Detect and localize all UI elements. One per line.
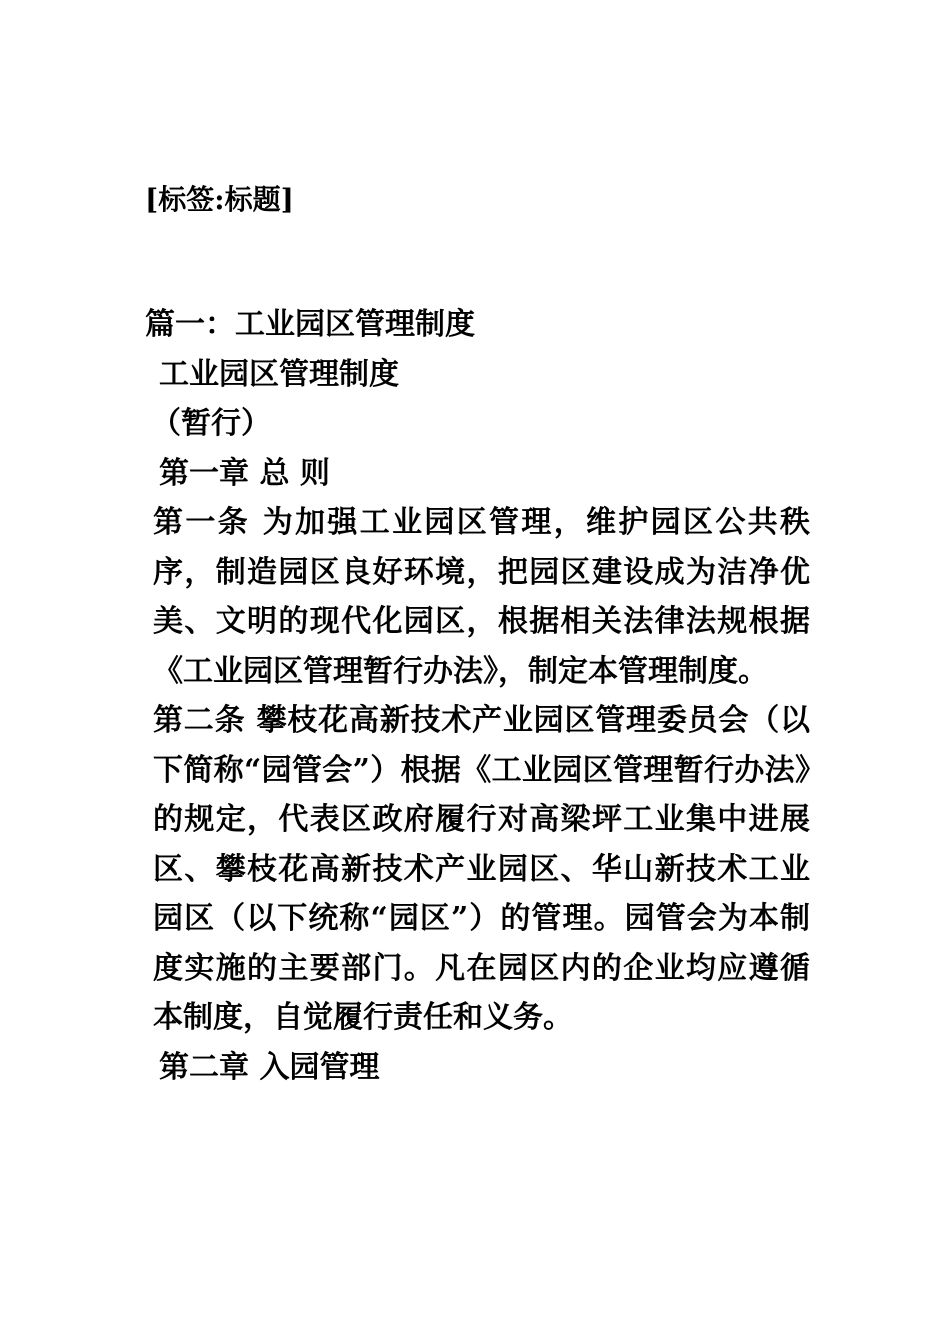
document-body xyxy=(145,300,810,1092)
tag-line: [标签:标题] xyxy=(145,183,294,216)
article-1: 第一条 为加强工业园区管理，维护园区公共秩序，制造园区良好环境，把园区建设成为洁净优美、文明的现代化园区，根据相关法律法规根据《工业园区管理暂行办法》，制定本管理制度。 xyxy=(153,505,810,689)
chapter-heading-2: 第二章 入园管理 xyxy=(159,1049,380,1085)
document-title: 工业园区管理制度 xyxy=(159,356,399,392)
section-heading: 篇一：工业园区管理制度 xyxy=(145,307,475,342)
chapter-heading-1: 第一章 总 则 xyxy=(159,455,330,491)
article-2: 第二条 攀枝花高新技术产业园区管理委员会（以下简称“园管会”）根据《工业园区管理暂行办法》的规定，代表区政府履行对高梁坪工业集中进展区、攀枝花高新技术产业园区、华山新技术工业园区（以下统称“园区”）的管理。园管会为本制度实施的主要部门。凡在园区内的企业均应遵循本制度，自觉履行责任和义务。 xyxy=(153,703,810,1035)
document-subtitle: （暂行） xyxy=(151,406,271,441)
